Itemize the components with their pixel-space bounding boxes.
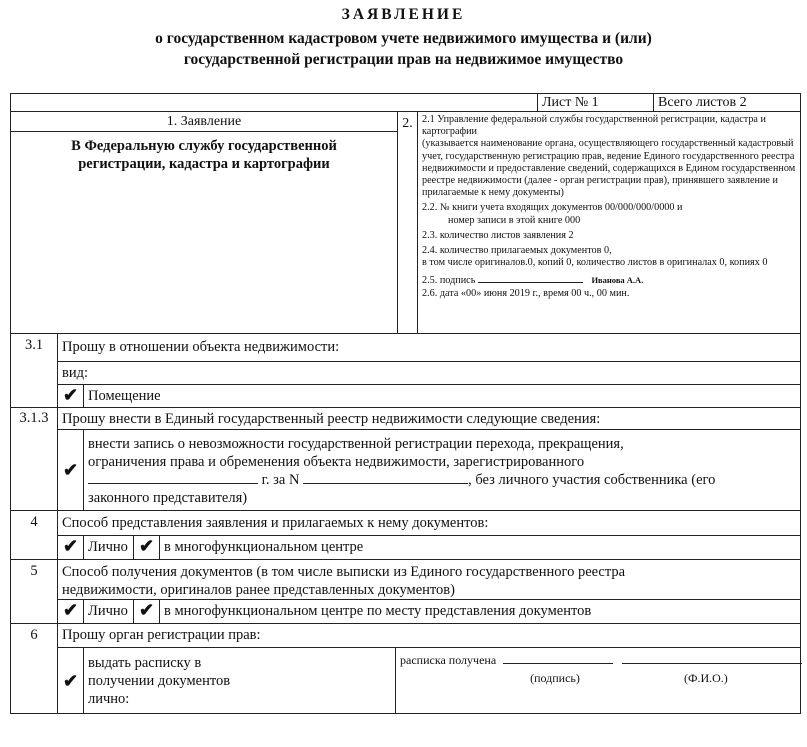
- section2-p2-line1: 2.2. № книги учета входящих документов 00/000/000/0000 и: [422, 202, 683, 214]
- section313-line4: законного представителя): [88, 490, 248, 506]
- receipt-fio-line[interactable]: [622, 663, 802, 664]
- section31-kind-label: вид:: [58, 362, 801, 385]
- section1-heading: 1. Заявление: [11, 112, 397, 132]
- section6-title: Прошу орган регистрации прав:: [58, 624, 801, 648]
- section4-option-1: Лично: [84, 536, 134, 560]
- section2-number: 2.: [398, 112, 418, 334]
- sheet-number: Лист № 1: [538, 94, 654, 112]
- section5-title-line2: недвижимости, оригиналов ранее представленных документов): [62, 582, 455, 598]
- section313-line3-end: , без личного участия собственника (его: [468, 472, 716, 488]
- section313-line3: [88, 471, 796, 489]
- section6-text-line1: выдать расписку в: [88, 655, 202, 671]
- section4-option-2: в многофункциональном центре: [160, 536, 801, 560]
- section31-checkmark[interactable]: ✔: [58, 385, 84, 408]
- section2-p4-line1: 2.4. количество прилагаемых документов 0,: [422, 245, 612, 257]
- section4-checkmark-2[interactable]: ✔: [134, 536, 160, 560]
- section6-number: 6: [11, 624, 58, 714]
- section2-p3: 2.3. количество листов заявления 2: [422, 229, 574, 241]
- section2-p1: 2.1 Управление федеральной службы государственной регистрации, кадастра и картографии: [422, 114, 766, 138]
- form-subtitle-line1: о государственном кадастровом учете недвижимого имущества и (или): [155, 30, 652, 47]
- form-subtitle-line2: государственной регистрации прав на недвижимое имущество: [183, 51, 624, 68]
- section2-p1-note: (указывается наименование органа, осуществляющего государственный кадастровый учет, государственную регистрацию прав, ведение Единого государственного реестра недвижимости и предоставление сведений, содержащихся в Едином государственном реестре недвижимости (далее - орган регистрации прав), принявшего заявление и прилагаемые к нему документы): [422, 138, 796, 199]
- section4-checkmark-1[interactable]: ✔: [58, 536, 84, 560]
- section1-cell: [11, 112, 398, 334]
- section2-cell: [418, 112, 801, 334]
- section6-text-line2: получении документов: [88, 673, 231, 689]
- section313-number: 3.1.3: [11, 408, 58, 511]
- section5-title: [58, 560, 801, 600]
- section2-p5: [422, 272, 796, 287]
- receipt-captions: [400, 670, 796, 687]
- section2-p6: 2.6. дата «00» июня 2019 г., время 00 ч., 00 мин.: [422, 287, 630, 299]
- section2-p2-line2: номер записи в этой книге 000: [448, 214, 581, 226]
- signature-name: Иванова А.А.: [591, 275, 644, 286]
- form-title: ЗАЯВЛЕНИЕ: [341, 6, 466, 23]
- section6-text-line3: лично:: [88, 691, 130, 707]
- section313-line1: внести запись о невозможности государственной регистрации перехода, прекращения,: [88, 436, 624, 452]
- date-blank-line[interactable]: [88, 483, 258, 484]
- section1-addressee: В Федеральную службу государственной регистрации, кадастра и картографии: [71, 138, 337, 172]
- section31-number: 3.1: [11, 334, 58, 408]
- section31-title: Прошу в отношении объекта недвижимости:: [58, 334, 801, 362]
- section5-checkmark-1[interactable]: ✔: [58, 600, 84, 624]
- section6-receipt: [396, 648, 801, 714]
- total-sheets: Всего листов 2: [654, 94, 801, 112]
- section5-checkmark-2[interactable]: ✔: [134, 600, 160, 624]
- receipt-row: [400, 652, 796, 669]
- application-table: [10, 93, 801, 714]
- section313-title: Прошу внести в Единый государственный реестр недвижимости следующие сведения:: [58, 408, 801, 430]
- section313-line2: ограничения права и обременения объекта недвижимости, зарегистрированного: [88, 454, 585, 470]
- section313-checkmark[interactable]: ✔: [58, 430, 84, 511]
- section5-option-2: в многофункциональном центре по месту представления документов: [160, 600, 801, 624]
- signature-line: [478, 272, 583, 283]
- section313-text: [84, 430, 801, 511]
- section6-text: [84, 648, 396, 714]
- section2-p4-line2: в том числе оригиналов.0, копий 0, количество листов в оригиналах 0, копиях 0: [422, 257, 768, 269]
- section5-title-line1: Способ получения документов (в том числе выписки из Единого государственного реестра: [62, 564, 626, 580]
- signature-caption: (подпись): [530, 671, 580, 685]
- sheet-blank-cell: [11, 94, 538, 112]
- receipt-label: расписка получена: [400, 653, 497, 667]
- section5-number: 5: [11, 560, 58, 624]
- receipt-signature-line[interactable]: [503, 663, 613, 664]
- fio-caption: (Ф.И.О.): [684, 671, 728, 685]
- section4-number: 4: [11, 511, 58, 560]
- section313-line3-mid: г. за N: [261, 472, 300, 488]
- number-blank-line[interactable]: [303, 483, 468, 484]
- section4-title: Способ представления заявления и прилагаемых к нему документов:: [58, 511, 801, 536]
- section31-kind-value: Помещение: [84, 385, 801, 408]
- section5-option-1: Лично: [84, 600, 134, 624]
- signature-label: 2.5. подпись: [422, 275, 476, 287]
- section6-checkmark[interactable]: ✔: [58, 648, 84, 714]
